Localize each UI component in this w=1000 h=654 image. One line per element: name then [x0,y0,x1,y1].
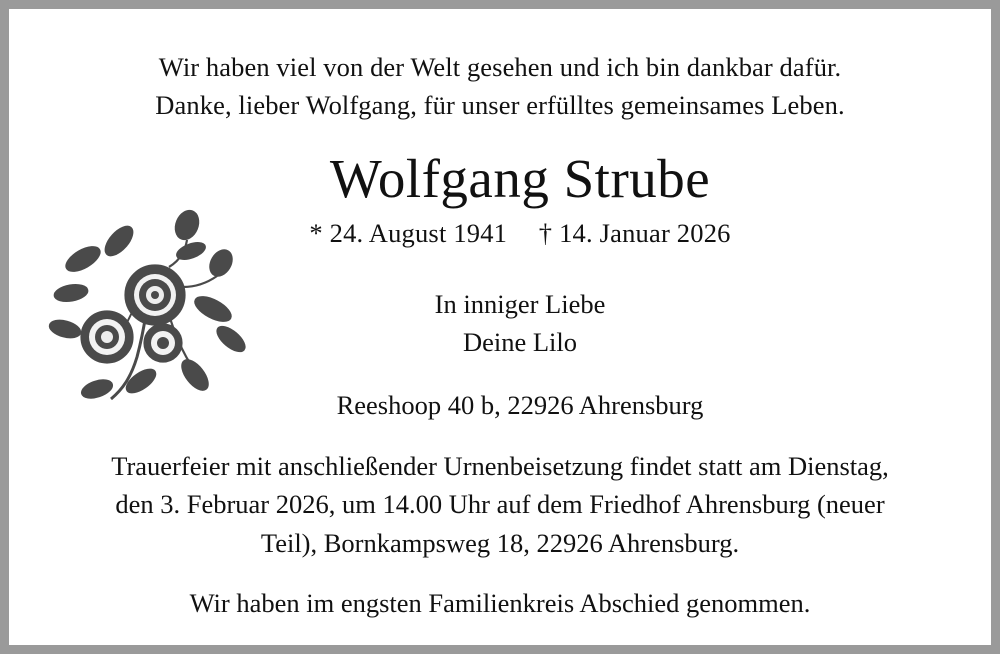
birth-date: * 24. August 1941 [309,218,508,248]
intro-line-1: Wir haben viel von der Welt gesehen und ich bin dankbar dafür. [158,52,842,82]
dedication-line-2: Deine Lilo [462,327,578,358]
death-date: † 14. Januar 2026 [538,218,731,248]
closing-note: Wir haben im engsten Familienkreis Abschied genommen. [189,588,811,619]
ceremony-line-2: den 3. Februar 2026, um 14.00 Uhr auf dem Friedhof Ahrensburg (neuer [115,489,885,520]
deceased-name: Wolfgang Strube [329,148,711,210]
ceremony-details [49,447,951,562]
address-line: Reeshoop 40 b, 22926 Ahrensburg [336,389,704,420]
intro-line-2: Danke, lieber Wolfgang, für unser erfülltes gemeinsames Leben. [155,89,845,120]
dedication-text [49,285,951,362]
life-dates [49,218,951,249]
dedication-line-1: In inniger Liebe [434,289,606,319]
ceremony-line-1: Trauerfeier mit anschließender Urnenbeisetzung findet statt am Dienstag, [111,450,889,481]
intro-text [49,49,951,124]
ceremony-line-3: Teil), Bornkampsweg 18, 22926 Ahrensburg. [260,527,740,558]
